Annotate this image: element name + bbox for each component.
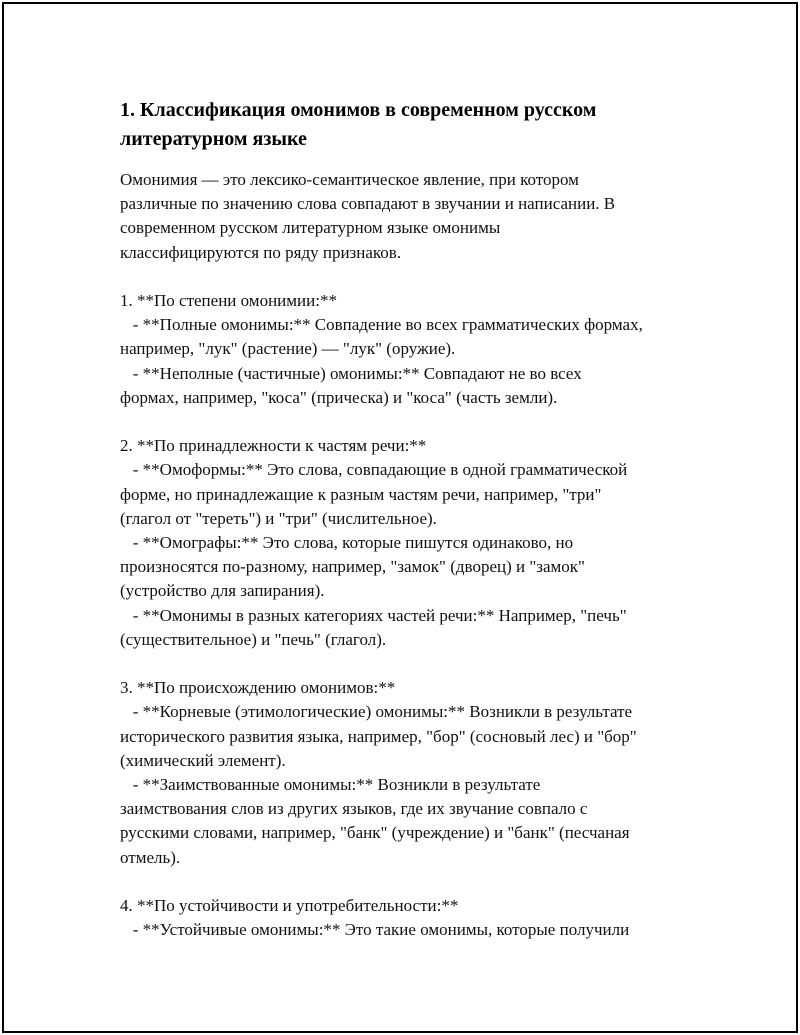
blank-line bbox=[120, 652, 720, 676]
list-item-line: (глагол от "тереть") и "три" (числительное). bbox=[120, 508, 437, 528]
list-item-line: например, "лук" (растение) — "лук" (оружие). bbox=[120, 339, 456, 359]
list-item-line: отмель). bbox=[120, 847, 181, 867]
list-item bbox=[120, 531, 720, 604]
section-heading: 3. **По происхождению омонимов:** bbox=[120, 678, 396, 698]
section-heading: 1. **По степени омонимии:** bbox=[120, 291, 337, 310]
list-item bbox=[120, 773, 720, 870]
list-item-line: формах, например, "коса" (прическа) и "коса" (часть земли). bbox=[120, 387, 558, 407]
list-item-line: - **Полные омонимы:** Совпадение во всех грамматических формах, bbox=[120, 315, 643, 335]
list-item-line: (существительное) и "печь" (глагол). bbox=[120, 629, 387, 649]
section-heading: 4. **По устойчивости и употребительности:** bbox=[120, 896, 459, 916]
blank-line bbox=[120, 410, 720, 434]
title-line: 1. Классификация омонимов в современном русском bbox=[120, 99, 597, 121]
classification-section bbox=[120, 289, 720, 410]
intro-line: классифицируются по ряду признаков. bbox=[120, 242, 402, 262]
list-item-line: произносятся по-разному, например, "замок" (дворец) и "замок" bbox=[120, 557, 586, 577]
document-page bbox=[2, 2, 798, 1033]
classification-section bbox=[120, 434, 720, 652]
list-item bbox=[120, 362, 720, 410]
list-item bbox=[120, 458, 720, 531]
list-item bbox=[120, 313, 720, 361]
list-item-line: - **Неполные (частичные) омонимы:** Совпадают не во всех bbox=[120, 363, 582, 383]
list-item-line: - **Омонимы в разных категориях частей речи:** Например, "печь" bbox=[120, 605, 627, 625]
list-item bbox=[120, 918, 720, 942]
blank-line bbox=[120, 870, 720, 894]
section-heading: 2. **По принадлежности к частям речи:** bbox=[120, 436, 427, 456]
list-item-line: заимствования слов из других языков, где их звучание совпало с bbox=[120, 799, 588, 819]
classification-sections bbox=[120, 265, 720, 943]
list-item-line: - **Корневые (этимологические) омонимы:** Возникли в результате bbox=[120, 702, 633, 722]
intro-line: различные по значению слова совпадают в звучании и написании. В bbox=[120, 194, 616, 214]
document-content bbox=[120, 96, 720, 942]
list-item-line: - **Заимствованные омонимы:** Возникли в результате bbox=[120, 775, 541, 795]
classification-section bbox=[120, 676, 720, 870]
list-item-line: форме, но принадлежащие к разным частям речи, например, "три" bbox=[120, 484, 602, 504]
list-item-line: (устройство для запирания). bbox=[120, 581, 325, 601]
list-item-line: русскими словами, например, "банк" (учреждение) и "банк" (песчаная bbox=[120, 823, 630, 843]
list-item-line: - **Омографы:** Это слова, которые пишутся одинаково, но bbox=[120, 533, 574, 553]
blank-line bbox=[120, 265, 720, 289]
intro-paragraph bbox=[120, 168, 720, 265]
title-line: литературном языке bbox=[120, 128, 307, 150]
list-item-line: (химический элемент). bbox=[120, 750, 286, 770]
intro-line: современном русском литературном языке омонимы bbox=[120, 218, 501, 238]
list-item-line: - **Устойчивые омонимы:** Это такие омонимы, которые получили bbox=[120, 920, 630, 940]
list-item bbox=[120, 604, 720, 652]
list-item-line: - **Омоформы:** Это слова, совпадающие в одной грамматической bbox=[120, 460, 628, 480]
classification-section bbox=[120, 894, 720, 942]
intro-line: Омонимия — это лексико-семантическое явление, при котором bbox=[120, 170, 579, 189]
list-item bbox=[120, 700, 720, 773]
list-item-line: исторического развития языка, например, "бор" (сосновый лес) и "бор" bbox=[120, 726, 637, 746]
section-title bbox=[120, 96, 720, 154]
